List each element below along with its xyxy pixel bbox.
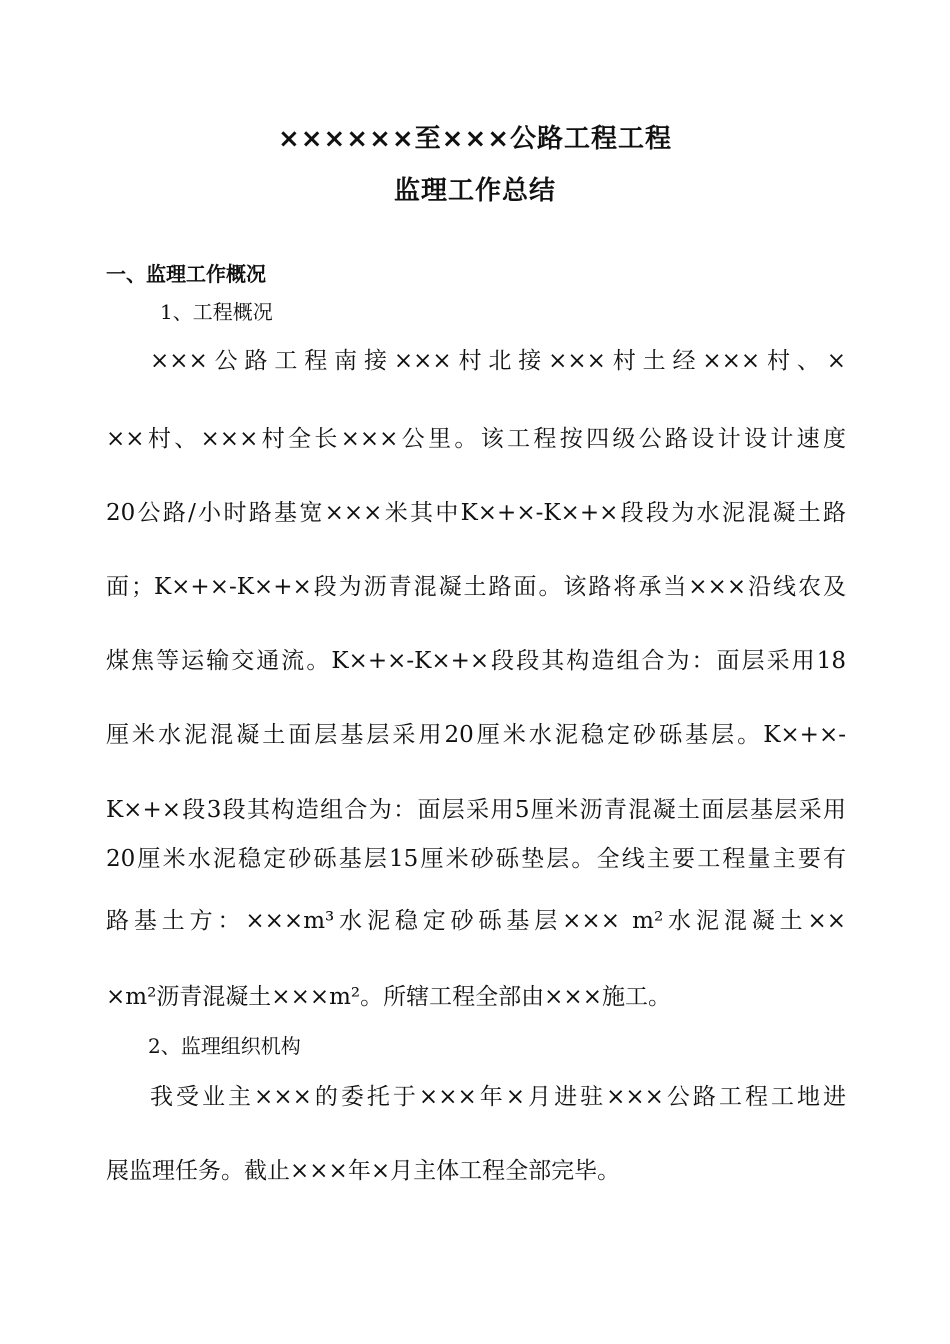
- paragraph-line: K×+×段3段其构造组合为：面层采用5厘米沥青混凝土面层基层采用: [106, 797, 846, 823]
- paragraph-line: 路基土方：×××m³水泥稳定砂砾基层××× m²水泥混凝土××: [106, 908, 846, 934]
- paragraph-line: ××村、×××村全长×××公里。该工程按四级公路设计设计速度: [106, 426, 846, 452]
- paragraph-line: 我受业主×××的委托于×××年×月进驻×××公路工程工地进: [150, 1084, 846, 1110]
- section-heading-overview: 一、监理工作概况: [106, 262, 266, 286]
- paragraph-line: 20公路/小时路基宽×××米其中K×+×-K×+×段段为水泥混凝土路: [106, 500, 846, 526]
- paragraph-line: ×m²沥青混凝土×××m²。所辖工程全部由×××施工。: [106, 984, 671, 1010]
- paragraph-line: 展监理任务。截止×××年×月主体工程全部完毕。: [106, 1158, 621, 1184]
- document-subtitle: 监理工作总结: [393, 176, 556, 206]
- subsection-heading-project-overview: 1、工程概况: [160, 300, 273, 324]
- paragraph-line: 煤焦等运输交通流。K×+×-K×+×段段其构造组合为：面层采用18: [106, 648, 846, 674]
- document-title: ××××××至×××公路工程工程: [277, 124, 673, 154]
- paragraph-line: 厘米水泥混凝土面层基层采用20厘米水泥稳定砂砾基层。K×+×-: [106, 722, 846, 748]
- paragraph-line: ×××公路工程南接×××村北接×××村土经×××村、×: [150, 348, 846, 374]
- paragraph-line: 面；K×+×-K×+×段为沥青混凝土路面。该路将承当×××沿线农及: [106, 574, 846, 600]
- subsection-heading-organization: 2、监理组织机构: [148, 1034, 301, 1058]
- paragraph-line: 20厘米水泥稳定砂砾基层15厘米砂砾垫层。全线主要工程量主要有: [106, 846, 846, 872]
